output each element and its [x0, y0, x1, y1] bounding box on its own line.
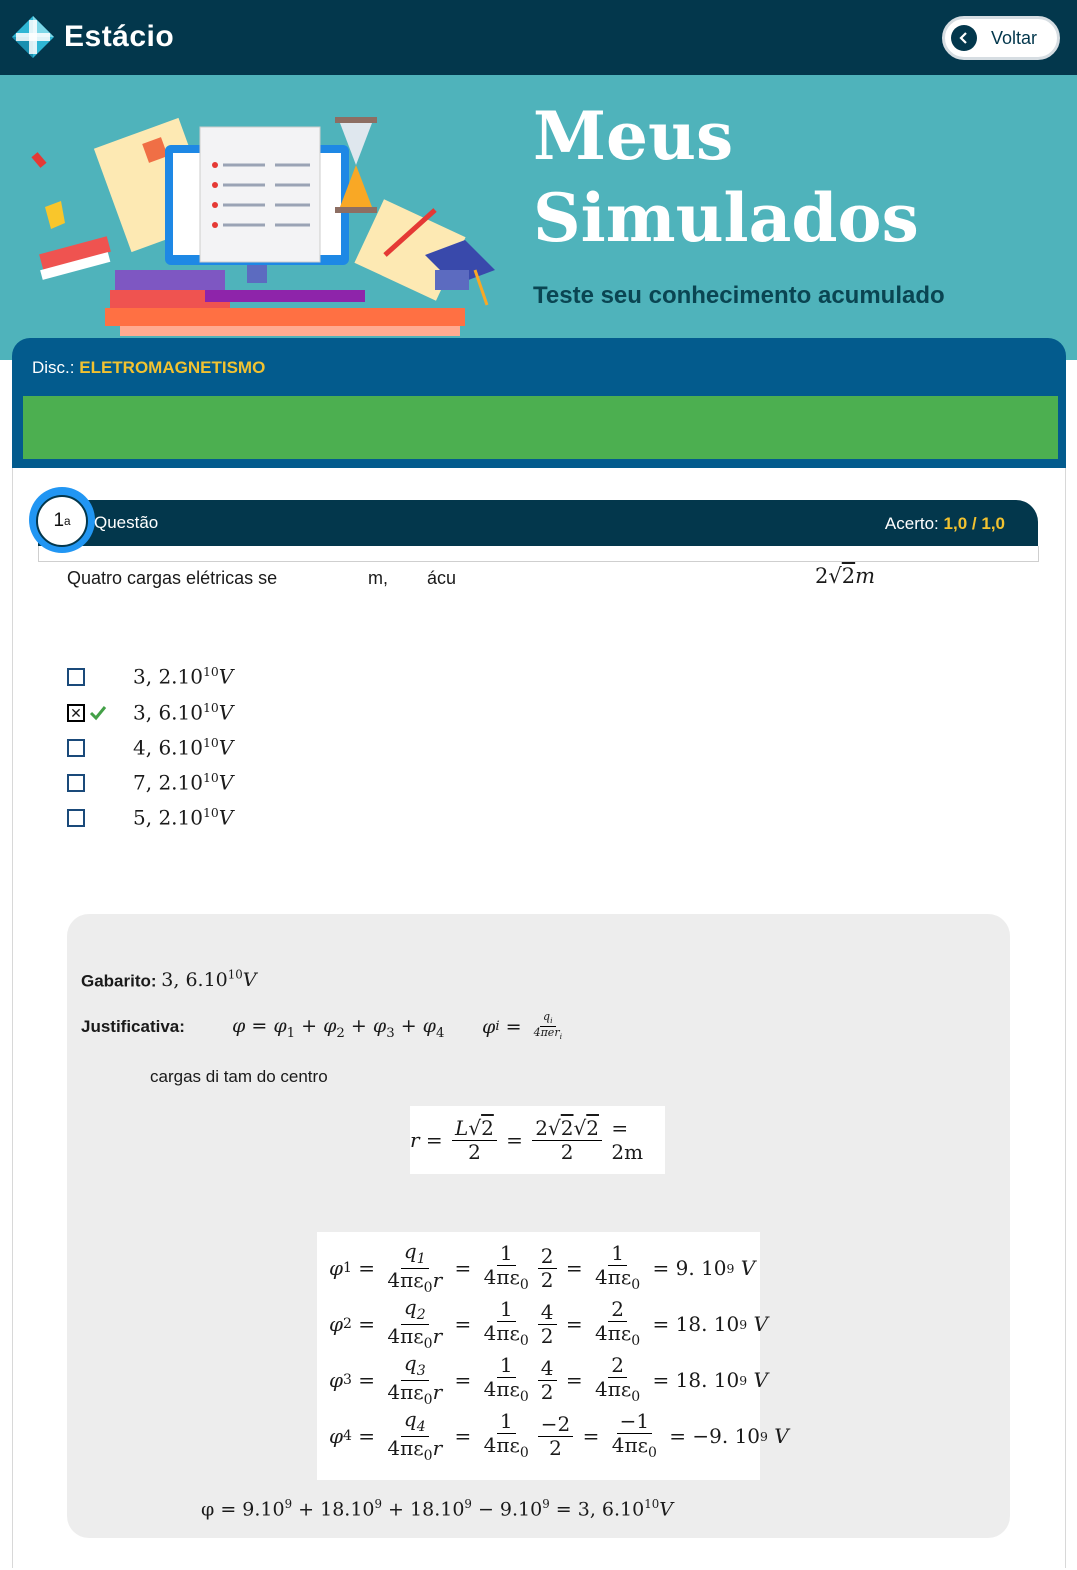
math-radicand: 2	[841, 564, 856, 588]
potential-line-1: φ 1 = $\frac{q_1}{4\pi\varepsilon_0r}$ = $\frac{1}{4\pi\varepsilon_0}$ $\frac{2}{2}$ = $\frac{1}{4\pi\varepsilon_0}$ = 9. 10 9 V	[329, 1239, 756, 1296]
discipline-panel	[12, 338, 1066, 468]
option-c[interactable]	[67, 735, 234, 761]
brand[interactable]	[10, 14, 174, 60]
justificativa-equation-sum: $\varphi = \varphi_1 + \varphi_2 + \varphi_3 + \varphi_4$	[232, 1015, 445, 1041]
radius-equation: r = $\frac{L√2}{2}$ = $\frac{2√2√2}{2}$ = 2m	[410, 1106, 665, 1174]
chevron-left-icon	[951, 25, 977, 51]
question-statement-fragment: m,	[368, 568, 388, 588]
option-checkbox[interactable]	[67, 774, 85, 792]
justificativa-label: Justificativa:	[81, 1017, 185, 1036]
option-e[interactable]	[67, 805, 234, 831]
question-statement-fragment: ácu	[427, 568, 457, 588]
banner-subtitle: Teste seu conhecimento acumulado	[533, 282, 945, 309]
final-equation: $\varphi = 9.10^9 + 18.10^9 + 18.10^9 - 9.10^9 = 3$, 6.10$^{10}$V	[201, 1497, 673, 1521]
potential-line-4: φ 4 = $\frac{q_4}{4\pi\varepsilon_0r}$ = $\frac{1}{4\pi\varepsilon_0}$ $\frac{-2}{2}$ = $\frac{-1}{4\pi\varepsilon_0}$ = −9. 10 9 V	[329, 1407, 789, 1464]
correct-check-icon	[89, 704, 107, 722]
question-statement-math	[815, 564, 875, 588]
back-button-label: Voltar	[991, 27, 1038, 48]
banner-title	[533, 95, 919, 259]
question-score	[885, 514, 1005, 534]
gabarito-label: Gabarito:	[81, 971, 157, 991]
radius-result: = 2m	[611, 1116, 644, 1164]
option-text: 3, 6.10$^{10}$V	[133, 700, 234, 725]
score-value: 1,0	[943, 514, 968, 533]
potential-line-3: φ 3 = $\frac{q_3}{4\pi\varepsilon_0r}$ = $\frac{1}{4\pi\varepsilon_0}$ $\frac{4}{2}$ = $\frac{2}{4\pi\varepsilon_0}$ = 18. 10 9 V	[329, 1351, 768, 1408]
potential-line-2: φ 2 = $\frac{q_2}{4\pi\varepsilon_0r}$ = $\frac{1}{4\pi\varepsilon_0}$ $\frac{4}{2}$ = $\frac{2}{4\pi\varepsilon_0}$ = 18. 10 9 V	[329, 1295, 768, 1352]
question-statement: Quatro cargas elétricas se	[67, 568, 278, 588]
option-checkbox[interactable]	[67, 739, 85, 757]
result-status-bar	[23, 396, 1058, 459]
option-text: 7, 2.10$^{10}$V	[133, 770, 234, 795]
question-number-badge	[36, 495, 88, 547]
gabarito-line	[81, 968, 257, 991]
score-max: 1,0	[981, 514, 1005, 533]
option-b[interactable]	[67, 700, 234, 726]
math-unit: m	[855, 564, 876, 588]
question-label: Questão	[94, 513, 159, 532]
option-checkbox[interactable]	[67, 809, 85, 827]
gabarito-value: 3, 6.10$^{10}$V	[161, 968, 257, 992]
top-bar	[0, 0, 1077, 75]
banner-title-line1: Meus	[533, 97, 734, 175]
question-number: 1	[53, 510, 65, 531]
back-button[interactable]	[942, 16, 1060, 60]
discipline-line	[32, 358, 265, 378]
brand-name: Estácio	[64, 20, 175, 53]
math-coefficient: 2	[815, 564, 829, 588]
exam-illustration-icon	[25, 105, 505, 355]
question-header-underline	[38, 546, 1039, 562]
option-text: 5, 2.10$^{10}$V	[133, 805, 234, 830]
option-d[interactable]	[67, 770, 234, 796]
option-a[interactable]	[67, 664, 234, 690]
sqrt-icon: √	[828, 564, 842, 588]
potentials-equations	[317, 1232, 789, 1480]
banner-title-line2: Simulados	[533, 179, 919, 257]
estacio-logo-icon	[10, 14, 56, 60]
option-text: 4, 6.10$^{10}$V	[133, 735, 234, 760]
score-separator: /	[971, 514, 977, 533]
option-text: 3, 2.10$^{10}$V	[133, 664, 234, 689]
justificativa-note: cargas di tam do centro	[150, 1067, 328, 1086]
option-checkbox-checked[interactable]: ✕	[67, 704, 85, 722]
justificativa-equation-potential: φ i = $\frac{q_i}{4\pi er_i}$	[482, 1010, 563, 1042]
option-checkbox[interactable]	[67, 668, 85, 686]
banner	[0, 75, 1077, 360]
discipline-name: ELETROMAGNETISMO	[79, 358, 266, 377]
score-label: Acerto:	[884, 514, 939, 533]
question-number-sup: a	[64, 514, 71, 528]
discipline-prefix: Disc.:	[32, 358, 75, 377]
